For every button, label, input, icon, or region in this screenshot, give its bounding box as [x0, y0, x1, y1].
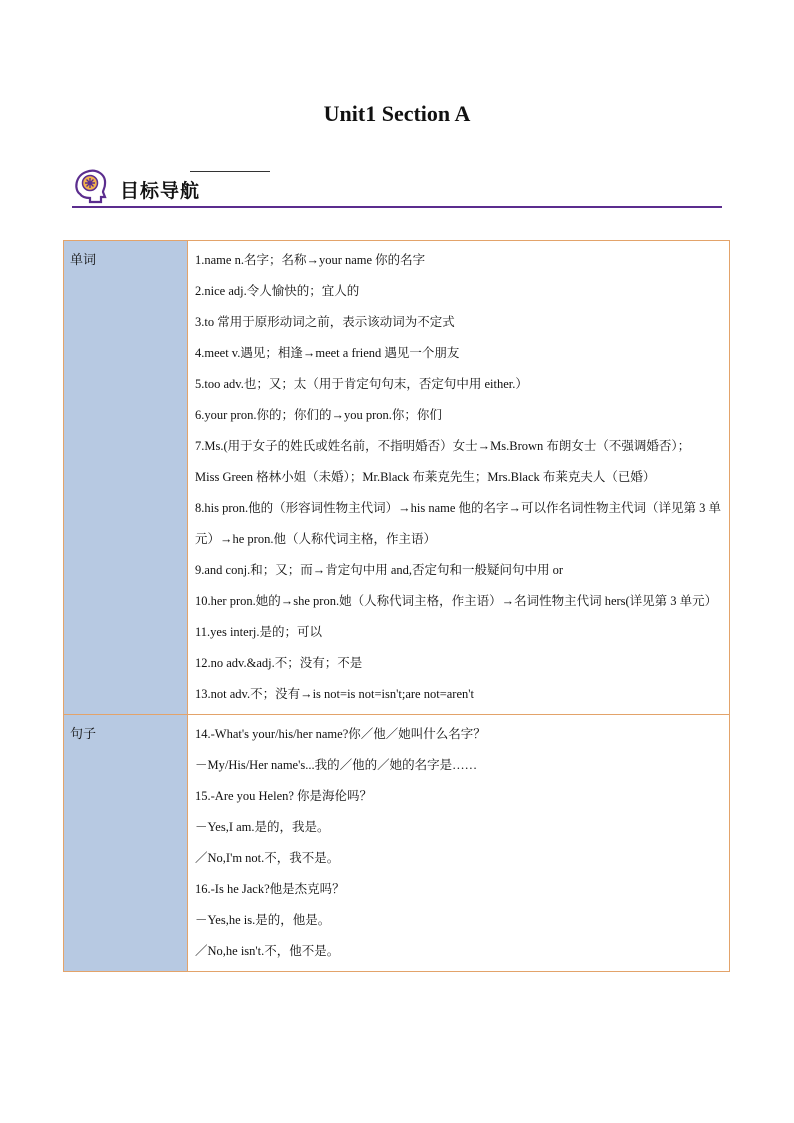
list-item: 12.no adv.&adj.不；没有；不是	[195, 656, 363, 670]
sentences-cell	[188, 715, 730, 972]
list-item: 16.-Is he Jack?他是杰克吗？	[195, 882, 345, 896]
list-item: ／No,I'm not.不，我不是。	[195, 851, 340, 865]
list-item: 5.too adv.也；又；太（用于肯定句句末，否定句中用 either.）	[195, 377, 528, 391]
section-banner	[72, 166, 722, 208]
row-label-sentences: 句子	[64, 715, 188, 972]
list-item: 10.her pron.她的→she pron.她（人称代词主格，作主语）→名词性物主代词 hers(详见第 3 单元）	[195, 594, 718, 608]
list-item: 14.-What's your/his/her name?你／他／她叫什么名字？	[195, 727, 486, 741]
list-item: 15.-Are you Helen? 你是海伦吗？	[195, 789, 373, 803]
list-item: 2.nice adj.令人愉快的；宜人的	[195, 284, 360, 298]
list-item: －Yes,he is.是的，他是。	[195, 913, 331, 927]
list-item: 6.your pron.你的；你们的→you pron.你；你们	[195, 408, 442, 422]
list-item: 7.Ms.(用于女子的姓氏或姓名前，不指明婚否）女士→Ms.Brown 布朗女士（不强调婚否）；	[195, 439, 691, 453]
vocab-table	[63, 240, 730, 972]
list-item: －Yes,I am.是的，我是。	[195, 820, 330, 834]
list-item: 8.his pron.他的（形容词性物主代词）→his name 他的名字→可以作名词性物主代词（详见第 3 单元）→he pron.他（人称代词主格，作主语）	[195, 501, 722, 546]
table-row-words	[64, 241, 730, 715]
brain-icon	[72, 166, 112, 206]
list-item: 9.and conj.和；又；而→肯定句中用 and,否定句和一般疑问句中用 or	[195, 563, 564, 577]
banner-underline	[72, 206, 722, 208]
list-item: 3.to 常用于原形动词之前，表示该动词为不定式	[195, 315, 455, 329]
row-label-words: 单词	[64, 241, 188, 715]
banner-heading: 目标导航	[120, 180, 201, 202]
list-item: Miss Green 格林小姐（未婚）；Mr.Black 布莱克先生；Mrs.Black 布莱克夫人（已婚）	[195, 470, 656, 484]
list-item: －My/His/Her name's...我的／他的／她的名字是……	[195, 758, 478, 772]
list-item: ／No,he isn't.不，他不是。	[195, 944, 340, 958]
words-cell	[188, 241, 730, 715]
list-item: 11.yes interj.是的；可以	[195, 625, 322, 639]
banner-top-rule	[190, 171, 270, 172]
list-item: 4.meet v.遇见；相逢→meet a friend 遇见一个朋友	[195, 346, 460, 360]
table-row-sentences	[64, 715, 730, 972]
list-item: 13.not adv.不；没有→is not=is not=isn't;are not=aren't	[195, 687, 474, 701]
page-title: Unit1 Section A	[323, 101, 471, 126]
list-item: 1.name n.名字；名称→your name 你的名字	[195, 253, 426, 267]
